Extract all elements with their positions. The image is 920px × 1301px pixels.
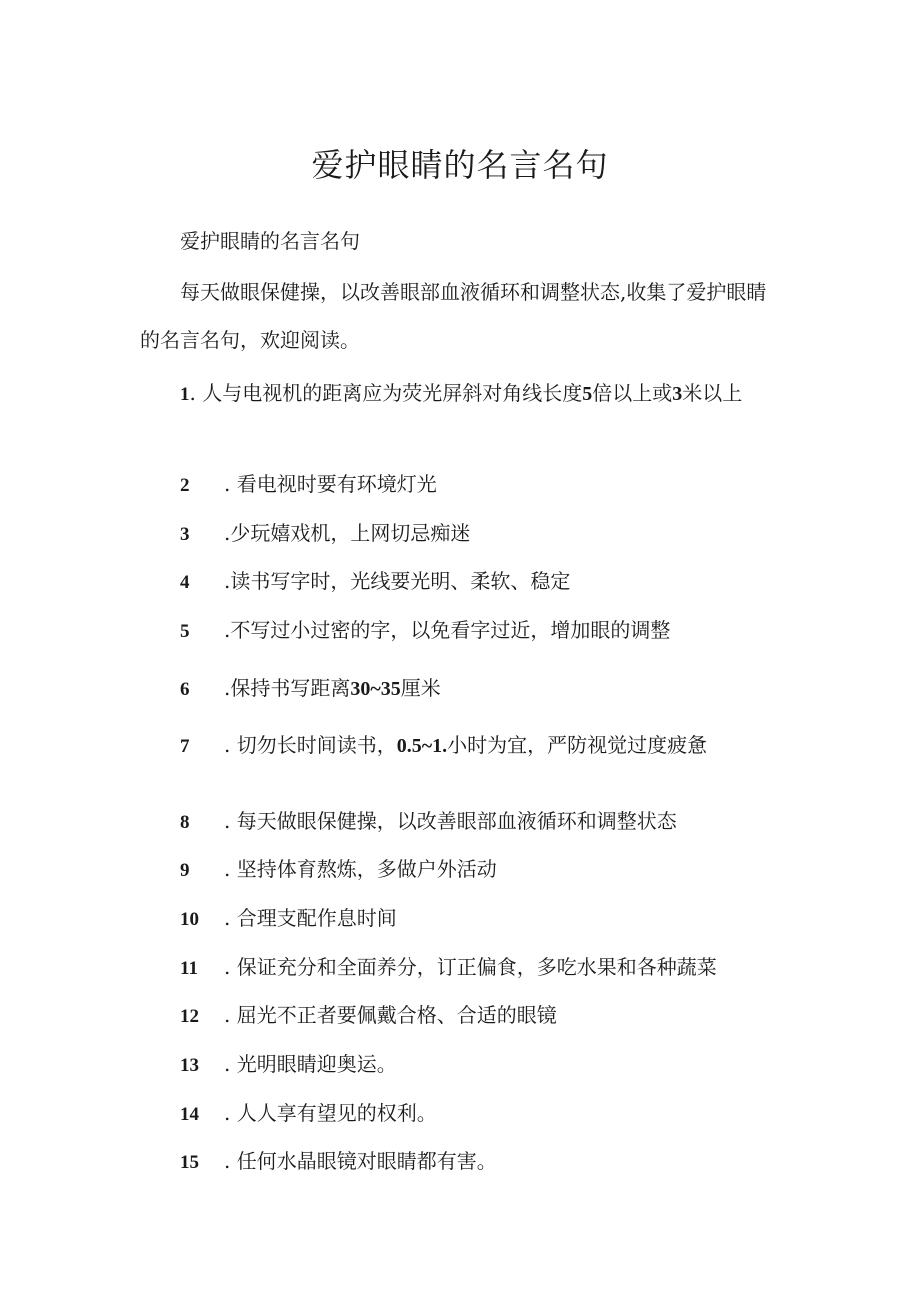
list-item-14 xyxy=(180,1097,437,1126)
list-item-text: 倍以上或 xyxy=(592,381,673,405)
list-item-number: 2 xyxy=(180,475,190,496)
list-item-text-part: .保持书写距离 xyxy=(224,676,351,700)
list-item-text-part: 小时为宜，严防视觉过度疲惫 xyxy=(447,733,708,757)
list-item-text-part: 厘米 xyxy=(400,676,441,700)
list-item-number: 4 xyxy=(180,572,190,593)
list-item-4 xyxy=(180,565,570,594)
list-item-number: 13 xyxy=(180,1055,199,1076)
list-item-text xyxy=(224,672,441,701)
list-item-text xyxy=(224,729,707,758)
list-item-9 xyxy=(180,853,497,882)
list-item-number: 6 xyxy=(180,679,190,700)
list-item-13 xyxy=(180,1048,397,1077)
list-item-text: .不写过小过密的字，以免看字过近，增加眼的调整 xyxy=(224,618,671,642)
list-item-number: 5 xyxy=(180,621,190,642)
list-item-12 xyxy=(180,999,557,1028)
list-item-number-inline: 0.5~1. xyxy=(396,735,448,757)
list-item-number: 12 xyxy=(180,1006,199,1027)
list-item-11 xyxy=(180,951,717,980)
list-item-number: 1 xyxy=(180,384,190,405)
list-item-text: . 保证充分和全面养分，订正偏食，多吃水果和各种蔬菜 xyxy=(224,955,717,979)
list-item-number: 7 xyxy=(180,736,190,757)
list-item-15 xyxy=(180,1145,497,1174)
list-item-number: 8 xyxy=(180,812,190,833)
list-item-number-inline: 5 xyxy=(582,383,593,405)
list-item-text: . 屈光不正者要佩戴合格、合适的眼镜 xyxy=(224,1003,557,1027)
list-item-7 xyxy=(180,729,707,758)
list-item-number: 10 xyxy=(180,909,199,930)
list-item-10 xyxy=(180,902,397,931)
list-item-text: . 每天做眼保健操，以改善眼部血液循环和调整状态 xyxy=(224,809,677,833)
page-title: 爱护眼睛的名言名句 xyxy=(311,146,609,184)
list-item-text: . 人人享有望见的权利。 xyxy=(224,1101,437,1125)
list-item-1 xyxy=(140,368,780,420)
list-item-number-inline: 30~35 xyxy=(350,678,401,700)
list-item-5 xyxy=(180,614,670,643)
list-item-text-part: . 切勿长时间读书， xyxy=(224,733,397,757)
list-item-text: . 任何水晶眼镜对眼睛都有害。 xyxy=(224,1149,497,1173)
list-item-3 xyxy=(180,517,470,546)
list-item-text: . 看电视时要有环境灯光 xyxy=(224,472,437,496)
subtitle: 爱护眼睛的名言名句 xyxy=(180,229,360,253)
list-item-6 xyxy=(180,672,441,701)
list-item-2 xyxy=(180,468,437,497)
list-item-number: 3 xyxy=(180,524,190,545)
list-item-number: 9 xyxy=(180,860,190,881)
list-item-text: . 光明眼睛迎奥运。 xyxy=(224,1052,397,1076)
list-item-text: . 人与电视机的距离应为荧光屏斜对角线长度 xyxy=(189,381,583,405)
list-item-number-inline: 3 xyxy=(672,383,683,405)
intro-paragraph: 每天做眼保健操，以改善眼部血液循环和调整状态,收集了爱护眼睛的名言名句，欢迎阅读。 xyxy=(140,280,767,352)
list-item-text: . 坚持体育熬炼，多做户外活动 xyxy=(224,857,497,881)
list-item-text: .少玩嬉戏机，上网切忌痴迷 xyxy=(224,521,471,545)
list-item-number: 11 xyxy=(180,958,198,979)
list-item-text: . 合理支配作息时间 xyxy=(224,906,397,930)
list-item-number: 15 xyxy=(180,1152,199,1173)
list-item-8 xyxy=(180,805,677,834)
list-item-number: 14 xyxy=(180,1104,199,1125)
list-item-text: .读书写字时，光线要光明、柔软、稳定 xyxy=(224,569,571,593)
list-item-text: 米以上 xyxy=(682,381,743,405)
